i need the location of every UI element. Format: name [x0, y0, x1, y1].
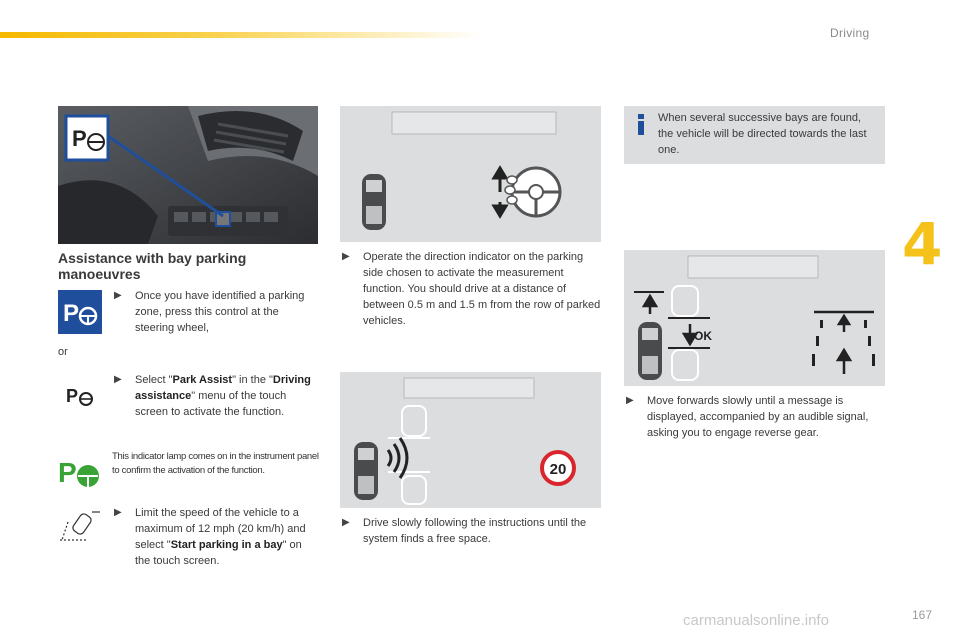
indicator-lamp-note: This indicator lamp comes on in the instrument panel to confirm the activation of the function. [112, 451, 319, 476]
ok-label: OK [694, 329, 712, 343]
illustration-direction-indicator [340, 106, 601, 242]
info-box [624, 106, 885, 164]
bullet-marker-icon: ▶ [626, 395, 634, 406]
dashboard-photo [58, 106, 318, 244]
step-press-control: ▶ Once you have identified a parking zone, press this control at the steering wheel, [114, 290, 305, 334]
parking-bay-icon [58, 510, 102, 544]
park-assist-menu-icon [66, 384, 96, 408]
page-number: 167 [912, 608, 933, 622]
chapter-number: 4 [902, 210, 943, 278]
svg-text:P: P [58, 457, 77, 488]
section-title: Assistance with bay parking manoeuvres [58, 250, 247, 282]
indicator-lamp-icon [58, 454, 102, 490]
bullet-marker-icon: ▶ [342, 517, 350, 528]
step-operate-indicator: ▶ Operate the direction indicator on the parking side chosen to activate the measurement function. You should drive at a distance of between 0.5 m and 1.5 m from the row of parked vehicles. [342, 251, 601, 327]
park-assist-button-icon [58, 290, 102, 334]
bullet-marker-icon: ▶ [342, 251, 350, 262]
illustration-reverse-gear [624, 250, 885, 386]
step-limit-speed: ▶ Limit the speed of the vehicle to a maximum of 12 mph (20 km/h) and select "Start parking in a bay" on the touch screen. [114, 507, 306, 567]
step-drive-slowly: ▶ Drive slowly following the instructions until the system finds a free space. [342, 517, 587, 545]
step-move-forwards: ▶ Move forwards slowly until a message is displayed, accompanied by an audible signal, asking you to engage reverse gear. [626, 395, 869, 439]
header-accent-bar [0, 32, 480, 38]
step-select-park-assist: ▶ Select "Park Assist" in the "Driving assistance" menu of the touch screen to activate the function. [114, 374, 311, 418]
watermark: carmanualsonline.info [683, 612, 829, 629]
bullet-marker-icon: ▶ [114, 290, 122, 301]
svg-text:P: P [63, 300, 80, 327]
or-text: or [58, 346, 68, 358]
bullet-marker-icon: ▶ [114, 507, 122, 518]
bullet-marker-icon: ▶ [114, 374, 122, 385]
info-text: When several successive bays are found, the vehicle will be directed towards the last one. [658, 112, 867, 156]
info-icon [634, 114, 648, 136]
illustration-drive-slowly [340, 372, 601, 508]
svg-text:P: P [72, 126, 87, 151]
svg-text:P: P [66, 386, 79, 406]
speed-limit-value: 20 [549, 461, 567, 478]
chapter-title: Driving [830, 26, 870, 40]
